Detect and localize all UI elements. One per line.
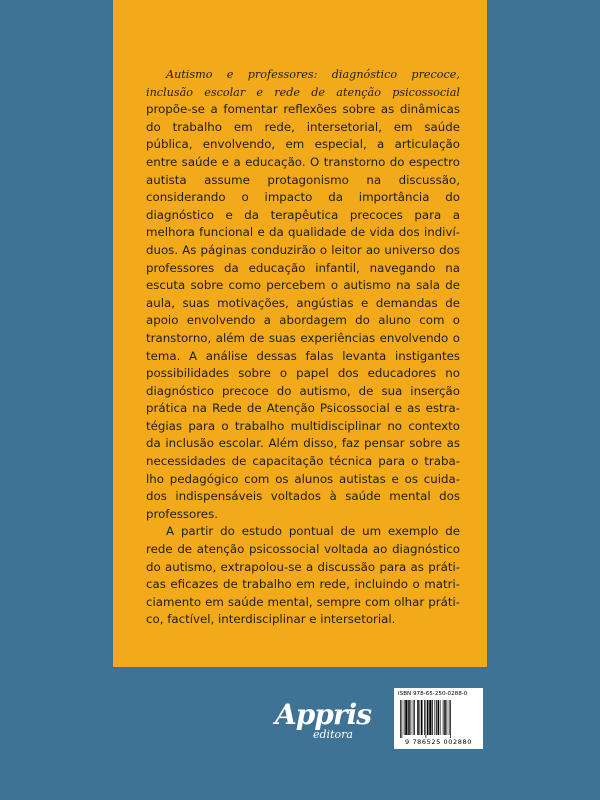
publisher-name: Appris [275,698,372,731]
publisher-sub: editora [313,728,353,741]
isbn-label: ISBN 978-65-250-0288-0 [398,691,468,697]
paragraph-1-body: propõe-se a fomentar reflexões sobre as dinâmicas do trabalho em rede, intersetorial, em saúde pública, envolvendo, em especial, a articulação entre saúde e a educação. O transtorno do espectro autista assume protagonismo na discussão, considerando o impacto da importância do diagnóstico e da terapêutica precoces para a melhora funcional e da qualidade de vida dos indivíduos. As páginas conduzirão o leitor ao universo dos professores da educação infantil, navegando na escuta sobre como percebem o autismo na sala de aula, suas motivações, angústias e demandas de apoio envolvendo a abordagem do aluno com o transtorno, além de suas experiências envolvendo o tema. A análise dessas falas levanta instigantes possibilidades sobre o papel dos educadores no diagnóstico precoce do autismo, de sua inserção prática na Rede de Atenção Psicossocial e as estratégias para o trabalho multidisciplinar no contexto da inclusão escolar. Além disso, faz pensar sobre as necessidades de capacitação técnica para o trabalho pedagógico com os alunos autistas e os cuidados indispensáveis voltados à saúde mental dos professores. [146,102,460,521]
book-title: Autismo e professores: diagnóstico precoce, inclusão escolar e rede de atenção psicossocial [146,68,460,99]
publisher-logo [275,698,385,748]
synopsis-paragraph-2: A partir do estudo pontual de um exemplo de rede de atenção psicossocial voltada ao diagnóstico do autismo, extrapolou-se a discussão para as práticas eficazes de trabalho em rede, incluindo o matriciamento em saúde mental, sempre com olhar prático, factível, interdisciplinar e intersetorial. [146,524,460,627]
barcode-box [394,688,483,749]
synopsis-paragraph-1 [146,66,460,523]
barcode-digits: 9 786525 002880 [405,738,472,746]
synopsis-text [146,66,460,629]
barcode-icon [400,700,477,738]
